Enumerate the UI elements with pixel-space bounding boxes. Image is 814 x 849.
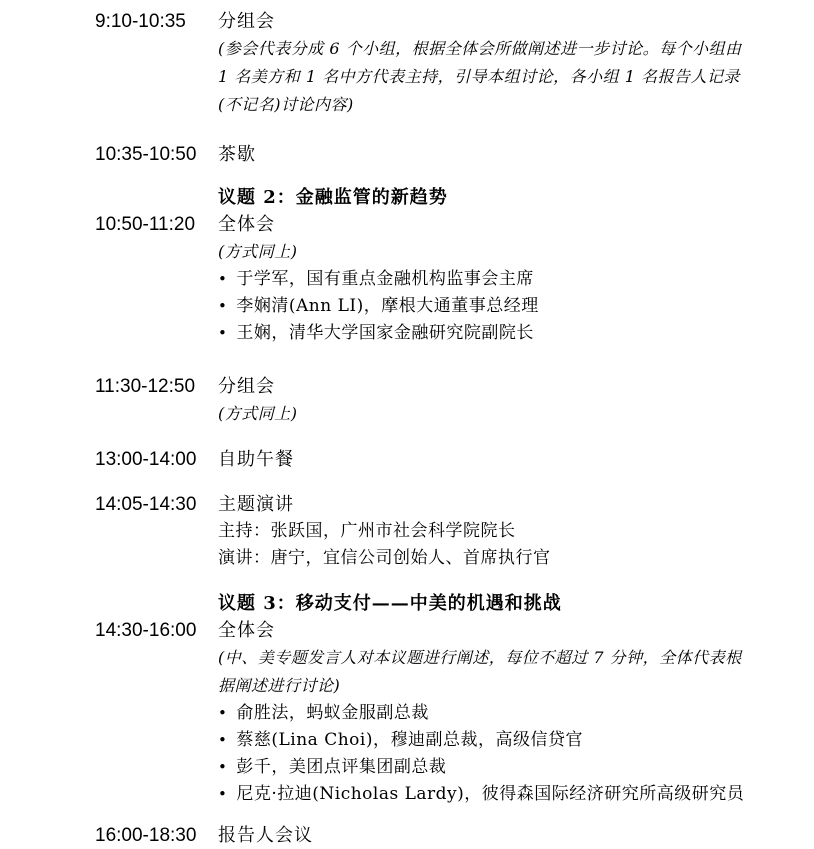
- agenda-row: [95, 373, 748, 428]
- speaker-item: [218, 754, 748, 781]
- session-title: 茶歇: [218, 144, 256, 165]
- agenda-row: [95, 141, 748, 168]
- time-label: 9:10-10:35: [95, 11, 186, 32]
- speaker-text: 王娴，清华大学国家金融研究院副院长: [236, 323, 534, 343]
- speaker-text: 蔡慈(Lina Choi)，穆迪副总裁，高级信贷官: [236, 730, 583, 750]
- speaker-list: [218, 700, 748, 808]
- agenda-line: [95, 373, 748, 428]
- time-label: 14:30-16:00: [95, 620, 197, 641]
- session-title: 报告人会议: [218, 825, 313, 846]
- session-note: (方式同上): [218, 242, 298, 261]
- session-content: [218, 211, 748, 347]
- session-content: [218, 822, 748, 849]
- speaker-item: [218, 781, 748, 808]
- agenda-line: [95, 141, 748, 168]
- agenda-line: [95, 446, 748, 473]
- bullet-icon: [218, 781, 227, 808]
- session-title: 分组会: [218, 11, 275, 32]
- speaker-item: [218, 293, 748, 320]
- session-title: 分组会: [218, 376, 275, 397]
- bullet-icon: [218, 266, 227, 293]
- agenda-row: [95, 446, 748, 473]
- session-title: 自助午餐: [218, 449, 294, 470]
- bullet-icon: [218, 320, 227, 347]
- speaker-item: [218, 266, 748, 293]
- agenda-row: [95, 491, 748, 572]
- bullet-icon: [218, 727, 227, 754]
- agenda-row: [95, 590, 748, 808]
- bullet-icon: [218, 700, 227, 727]
- agenda-line: [95, 8, 748, 119]
- detail-line: 演讲：唐宁，宜信公司创始人、首席执行官: [218, 548, 551, 568]
- session-note: (参会代表分成 6 个小组，根据全体会所做阐述进一步讨论。每个小组由 1 名美方和 1 名中方代表主持，引导本组讨论，各小组 1 名报告人记录(不记名)讨论内容): [218, 39, 742, 114]
- agenda-row: [95, 184, 748, 347]
- speaker-text: 俞胜法，蚂蚁金服副总裁: [236, 703, 429, 723]
- speaker-item: [218, 700, 748, 727]
- agenda-row: [95, 8, 748, 119]
- speaker-item: [218, 320, 748, 347]
- session-details: [218, 518, 748, 572]
- time-label: 14:05-14:30: [95, 494, 197, 515]
- speaker-text: 于学军，国有重点金融机构监事会主席: [236, 269, 534, 289]
- topic-heading: 议题 3：移动支付——中美的机遇和挑战: [218, 593, 562, 614]
- session-content: [218, 8, 748, 119]
- session-title: 全体会: [218, 214, 275, 235]
- time-label: 11:30-12:50: [95, 376, 196, 397]
- bullet-icon: [218, 754, 227, 781]
- agenda-line: [95, 617, 748, 808]
- speaker-item: [218, 727, 748, 754]
- speaker-text: 尼克·拉迪(Nicholas Lardy)，彼得森国际经济研究所高级研究员: [236, 784, 745, 804]
- session-content: [218, 491, 748, 572]
- topic-heading: 议题 2：金融监管的新趋势: [218, 187, 448, 208]
- agenda-line: [95, 822, 748, 849]
- session-title: 主题演讲: [218, 494, 294, 515]
- speaker-list: [218, 266, 748, 347]
- speaker-text: 彭千，美团点评集团副总裁: [236, 757, 447, 777]
- time-label: 13:00-14:00: [95, 449, 197, 470]
- session-content: [218, 617, 748, 808]
- agenda-row: [95, 822, 748, 849]
- session-note: (中、美专题发言人对本议题进行阐述，每位不超过 7 分钟，全体代表根据阐述进行讨论): [218, 648, 742, 695]
- agenda-line: [95, 491, 748, 572]
- detail-line: 主持：张跃国，广州市社会科学院院长: [218, 521, 516, 541]
- session-note: (方式同上): [218, 404, 298, 423]
- session-title: 全体会: [218, 620, 275, 641]
- speaker-text: 李娴清(Ann LI)，摩根大通董事总经理: [236, 296, 539, 316]
- time-label: 16:00-18:30: [95, 825, 197, 846]
- time-label: 10:50-11:20: [95, 214, 196, 235]
- bullet-icon: [218, 293, 227, 320]
- time-label: 10:35-10:50: [95, 144, 197, 165]
- session-content: [218, 141, 748, 168]
- session-content: [218, 373, 748, 428]
- session-content: [218, 446, 748, 473]
- agenda-line: [95, 211, 748, 347]
